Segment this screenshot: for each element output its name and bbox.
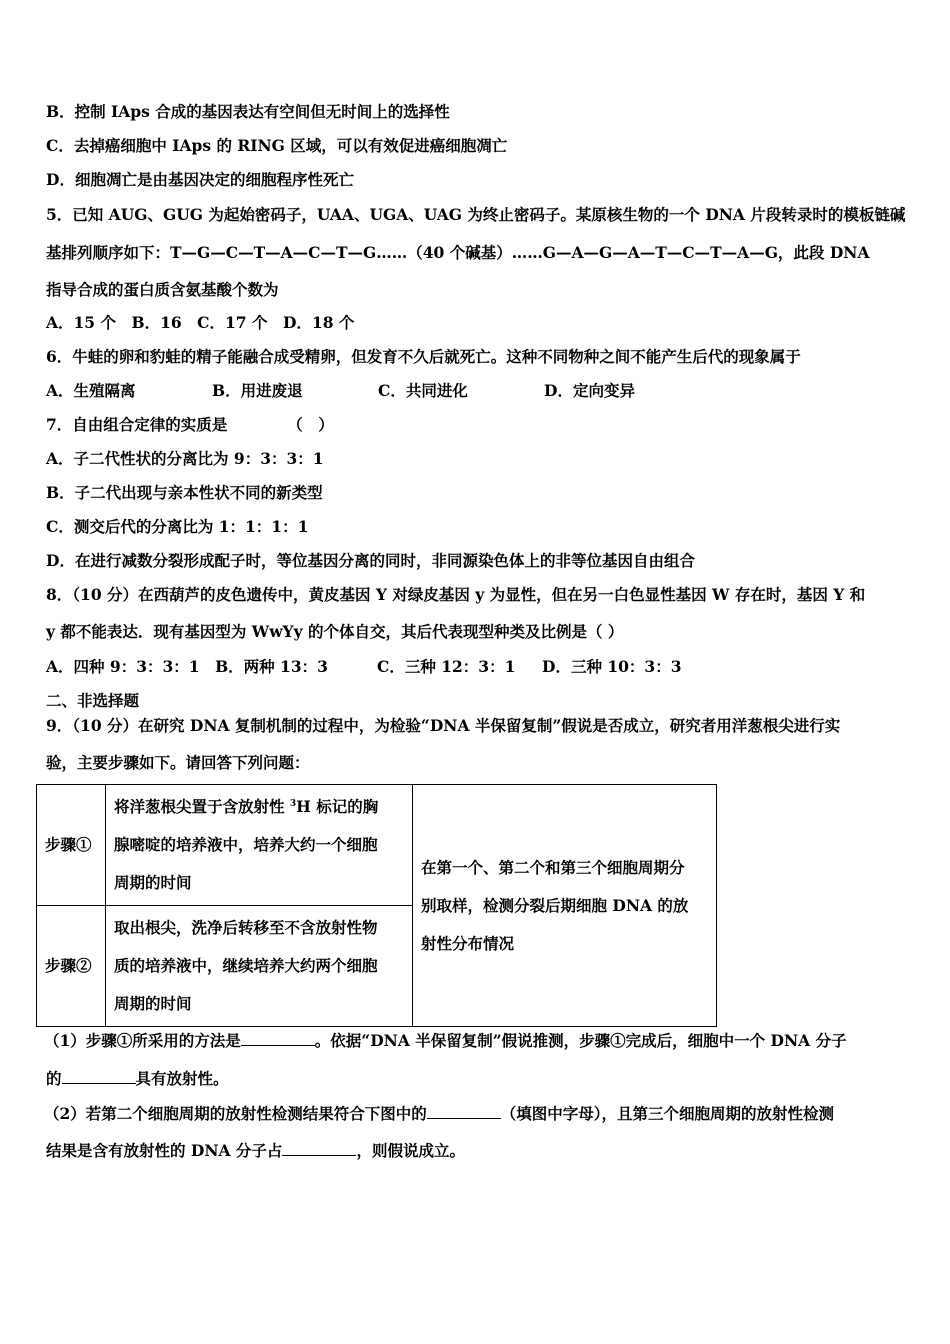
q5-stem-line3: 指导合成的蛋白质含氨基酸个数为 xyxy=(46,280,279,299)
q4-option-d: D．细胞凋亡是由基因决定的细胞程序性死亡 xyxy=(46,170,354,189)
q9-stem-line2: 验，主要步骤如下。请回答下列问题： xyxy=(46,753,310,772)
q9-sub1-line1: （1）步骤①所采用的方法是 。依据“DNA 半保留复制”假说推测，步骤①完成后，细胞中一个 DNA 分子 xyxy=(44,1031,847,1050)
q9-stem-line1: 9．（10 分）在研究 DNA 复制机制的过程中，为检验“DNA 半保留复制”假说是否成立，研究者用洋葱根尖进行实 xyxy=(46,716,841,735)
q4-option-c: C．去掉癌细胞中 IAps 的 RING 区域，可以有效促进癌细胞凋亡 xyxy=(46,136,508,155)
q8-option-c: C．三种 12：3：1 xyxy=(377,657,516,676)
q6-options xyxy=(46,381,635,401)
q7-option-b: B．子二代出现与亲本性状不同的新类型 xyxy=(46,483,323,502)
q9-sub2-line1: （2）若第二个细胞周期的放射性检测结果符合下图中的 （填图中字母），且第三个细胞周期的放射性检测 xyxy=(44,1104,835,1123)
steps-table xyxy=(36,784,717,1027)
q5-stem-line2: 基排列顺序如下：T—G—C—T—A—C—T—G……（40 个碱基）……G—A—G—A—T—C—T—A—G，此段 DNA xyxy=(46,243,870,262)
sampling-note: 在第一个、第二个和第三个细胞周期分 别取样，检测分裂后期细胞 DNA 的放 射性分布情况 xyxy=(413,785,717,1027)
q6-stem: 6．牛蛙的卵和豹蛙的精子能融合成受精卵，但发育不久后就死亡。这种不同物种之间不能产生后代的现象属于 xyxy=(46,347,801,366)
answer-blank[interactable] xyxy=(62,1069,136,1084)
q7-stem xyxy=(46,415,334,435)
q8-stem-line1: 8．（10 分）在西葫芦的皮色遗传中，黄皮基因 Y 对绿皮基因 y 为显性，但在另一白色显性基因 W 存在时，基因 Y 和 xyxy=(46,585,866,604)
q7-option-d: D．在进行减数分裂形成配子时，等位基因分离的同时，非同源染色体上的非等位基因自由组合 xyxy=(46,551,695,570)
q6-option-b: B．用进废退 xyxy=(212,381,303,400)
q6-option-c: C．共同进化 xyxy=(378,381,468,400)
q8-option-d: D．三种 10：3：3 xyxy=(542,657,682,676)
q6-option-d: D．定向变异 xyxy=(544,381,635,400)
q7-stem-text: 7．自由组合定律的实质是 xyxy=(46,415,228,434)
q4-option-b: B．控制 IAps 合成的基因表达有空间但无时间上的选择性 xyxy=(46,102,450,121)
q7-option-c: C．测交后代的分离比为 1：1：1：1 xyxy=(46,517,309,536)
q8-option-ab: A．四种 9：3：3：1 B．两种 13：3 xyxy=(46,657,328,676)
section-heading: 二、非选择题 xyxy=(46,691,140,710)
q8-stem-line2: y 都不能表达．现有基因型为 WwYy 的个体自交，其后代表现型种类及比例是（ ） xyxy=(46,622,624,641)
q9-sub2-line2: 结果是含有放射性的 DNA 分子占 ，则假说成立。 xyxy=(46,1141,465,1160)
step1-label: 步骤① xyxy=(37,785,106,906)
q5-stem-line1: 5．已知 AUG、GUG 为起始密码子，UAA、UGA、UAG 为终止密码子。某原核生物的一个 DNA 片段转录时的模板链碱 xyxy=(46,205,906,224)
q9-sub1-line2: 的 具有放射性。 xyxy=(46,1069,229,1088)
table-row xyxy=(37,785,717,906)
q8-options xyxy=(46,657,681,677)
answer-blank[interactable] xyxy=(427,1104,501,1119)
step1-description: 将洋葱根尖置于含放射性 $^3$H 标记的胸 腺嘧啶的培养液中，培养大约一个细胞 周期的时间 xyxy=(106,785,413,906)
q7-option-a: A．子二代性状的分离比为 9：3：3：1 xyxy=(46,449,324,468)
answer-blank[interactable] xyxy=(282,1141,356,1156)
q6-option-a: A．生殖隔离 xyxy=(46,381,136,400)
q5-options: A．15 个 B．16 C．17 个 D．18 个 xyxy=(46,313,355,332)
step2-description: 取出根尖，洗净后转移至不含放射性物 质的培养液中，继续培养大约两个细胞 周期的时间 xyxy=(106,906,413,1027)
q7-answer-paren: （ ） xyxy=(287,415,334,434)
answer-blank[interactable] xyxy=(241,1031,315,1046)
step2-label: 步骤② xyxy=(37,906,106,1027)
